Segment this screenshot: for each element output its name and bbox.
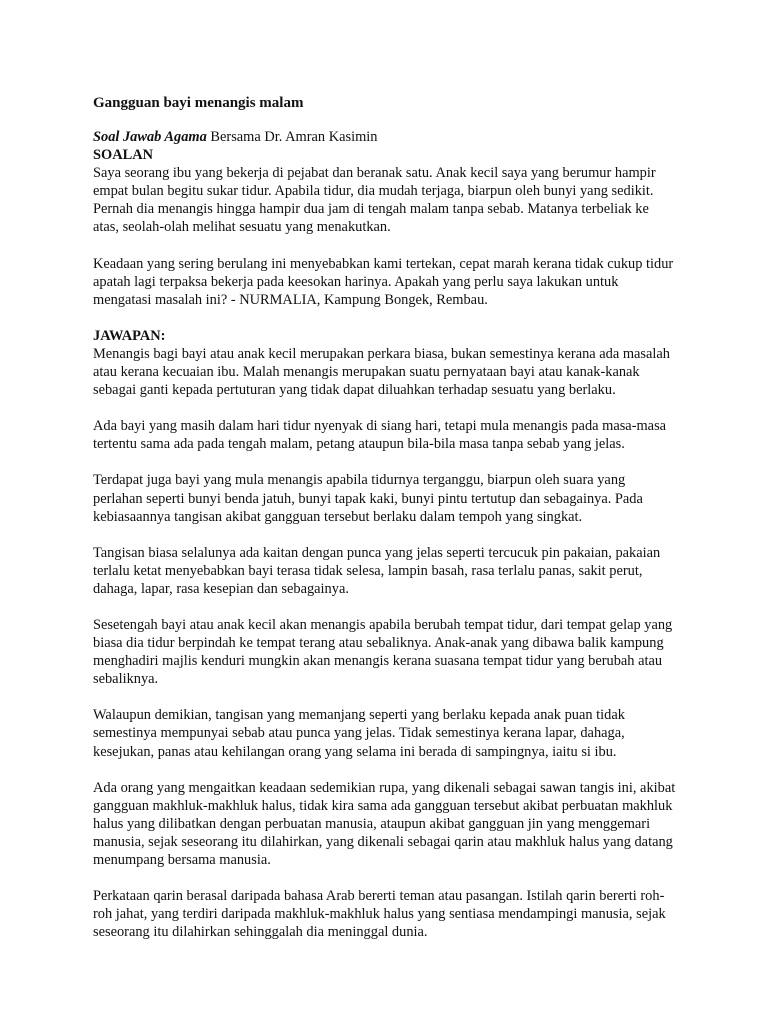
byline-author: Bersama Dr. Amran Kasimin bbox=[206, 129, 378, 145]
answer-paragraph: Walaupun demikian, tangisan yang memanjang seperti yang berlaku kepada anak puan tidak semestinya mempunyai sebab atau punca yang jelas. Tidak semestinya kerana lapar, dahaga, kesejukan, panas atau kehilangan orang yang selama ini berada di sampingnya, iaitu si ibu. bbox=[93, 707, 625, 760]
byline bbox=[93, 128, 678, 146]
document-page bbox=[93, 93, 678, 959]
question-paragraph: Keadaan yang sering berulang ini menyebabkan kami tertekan, cepat marah kerana tidak cukup tidur apatah lagi terpaksa bekerja pada keesokan harinya. Apakah yang perlu saya lakukan untuk mengatasi masalah ini? - NURMALIA, Kampung Bongek, Rembau. bbox=[93, 255, 674, 308]
answer-paragraph: Ada orang yang mengaitkan keadaan sedemikian rupa, yang dikenali sebagai sawan tangis ini, akibat gangguan makhluk-makhluk halus, tidak kira sama ada gangguan tersebut akibat perbuatan makhluk halus yang dilibatkan dengan perbuatan manusia, ataupun akibat gangguan jin yang menggemari manusia, sejak seseorang itu dilahirkan, yang dikenali sebagai qarin atau makhluk halus yang datang menumpang bersama manusia. bbox=[93, 779, 676, 868]
answer-heading: JAWAPAN: bbox=[93, 327, 166, 344]
answer-paragraph: Menangis bagi bayi atau anak kecil merupakan perkara biasa, bukan semestinya kerana ada masalah atau kerana kecuaian ibu. Malah menangis merupakan suatu pernyataan bayi atau kanak-kanak sebagai ganti kepada pertuturan yang tidak dapat diluahkan terhadap sesuatu yang berlaku. bbox=[93, 345, 670, 399]
byline-column-name: Soal Jawab Agama bbox=[93, 129, 207, 145]
question-heading: SOALAN bbox=[93, 147, 153, 164]
article-title: Gangguan bayi menangis malam bbox=[93, 95, 304, 111]
answer-paragraph: Tangisan biasa selalunya ada kaitan dengan punca yang jelas seperti tercucuk pin pakaian, pakaian terlalu ketat menyebabkan bayi terasa tidak selesa, lampin basah, rasa terlalu panas, sakit perut, dahaga, lapar, rasa kesepian dan sebagainya. bbox=[93, 544, 661, 597]
question-paragraph: Saya seorang ibu yang bekerja di pejabat dan beranak satu. Anak kecil saya yang berumur hampir empat bulan begitu sukar tidur. Apabila tidur, dia mudah terjaga, biarpun oleh bunyi yang sedikit. Pernah dia menangis hingga hampir dua jam di tengah malam tanpa sebab. Matanya terbeliak ke atas, seolah-olah melihat sesuatu yang menakutkan. bbox=[93, 165, 656, 236]
answer-paragraph: Ada bayi yang masih dalam hari tidur nyenyak di siang hari, tetapi mula menangis pada masa-masa tertentu sama ada pada tengah malam, petang ataupun bila-bila masa tanpa sebab yang jelas. bbox=[93, 418, 667, 453]
answer-paragraph: Perkataan qarin berasal daripada bahasa Arab bererti teman atau pasangan. Istilah qarin bererti roh-roh jahat, yang terdiri daripada makhluk-makhluk halus yang sentiasa mendampingi manusia, sejak seseorang itu dilahirkan sehinggalah dia meninggal dunia. bbox=[93, 888, 666, 941]
answer-paragraph: Sesetengah bayi atau anak kecil akan menangis apabila berubah tempat tidur, dari tempat gelap yang biasa dia tidur berpindah ke tempat terang atau sebaliknya. Anak-anak yang dibawa balik kampung menghadiri majlis kenduri mungkin akan menangis kerana suasana tempat tidur yang berubah atau sebaliknya. bbox=[93, 616, 673, 688]
answer-paragraph: Terdapat juga bayi yang mula menangis apabila tidurnya terganggu, biarpun oleh suara yang perlahan seperti bunyi benda jatuh, bunyi tapak kaki, bunyi pintu tertutup dan sebagainya. Pada kebiasaannya tangisan akibat gangguan tersebut berlaku dalam tempoh yang singkat. bbox=[93, 472, 643, 525]
